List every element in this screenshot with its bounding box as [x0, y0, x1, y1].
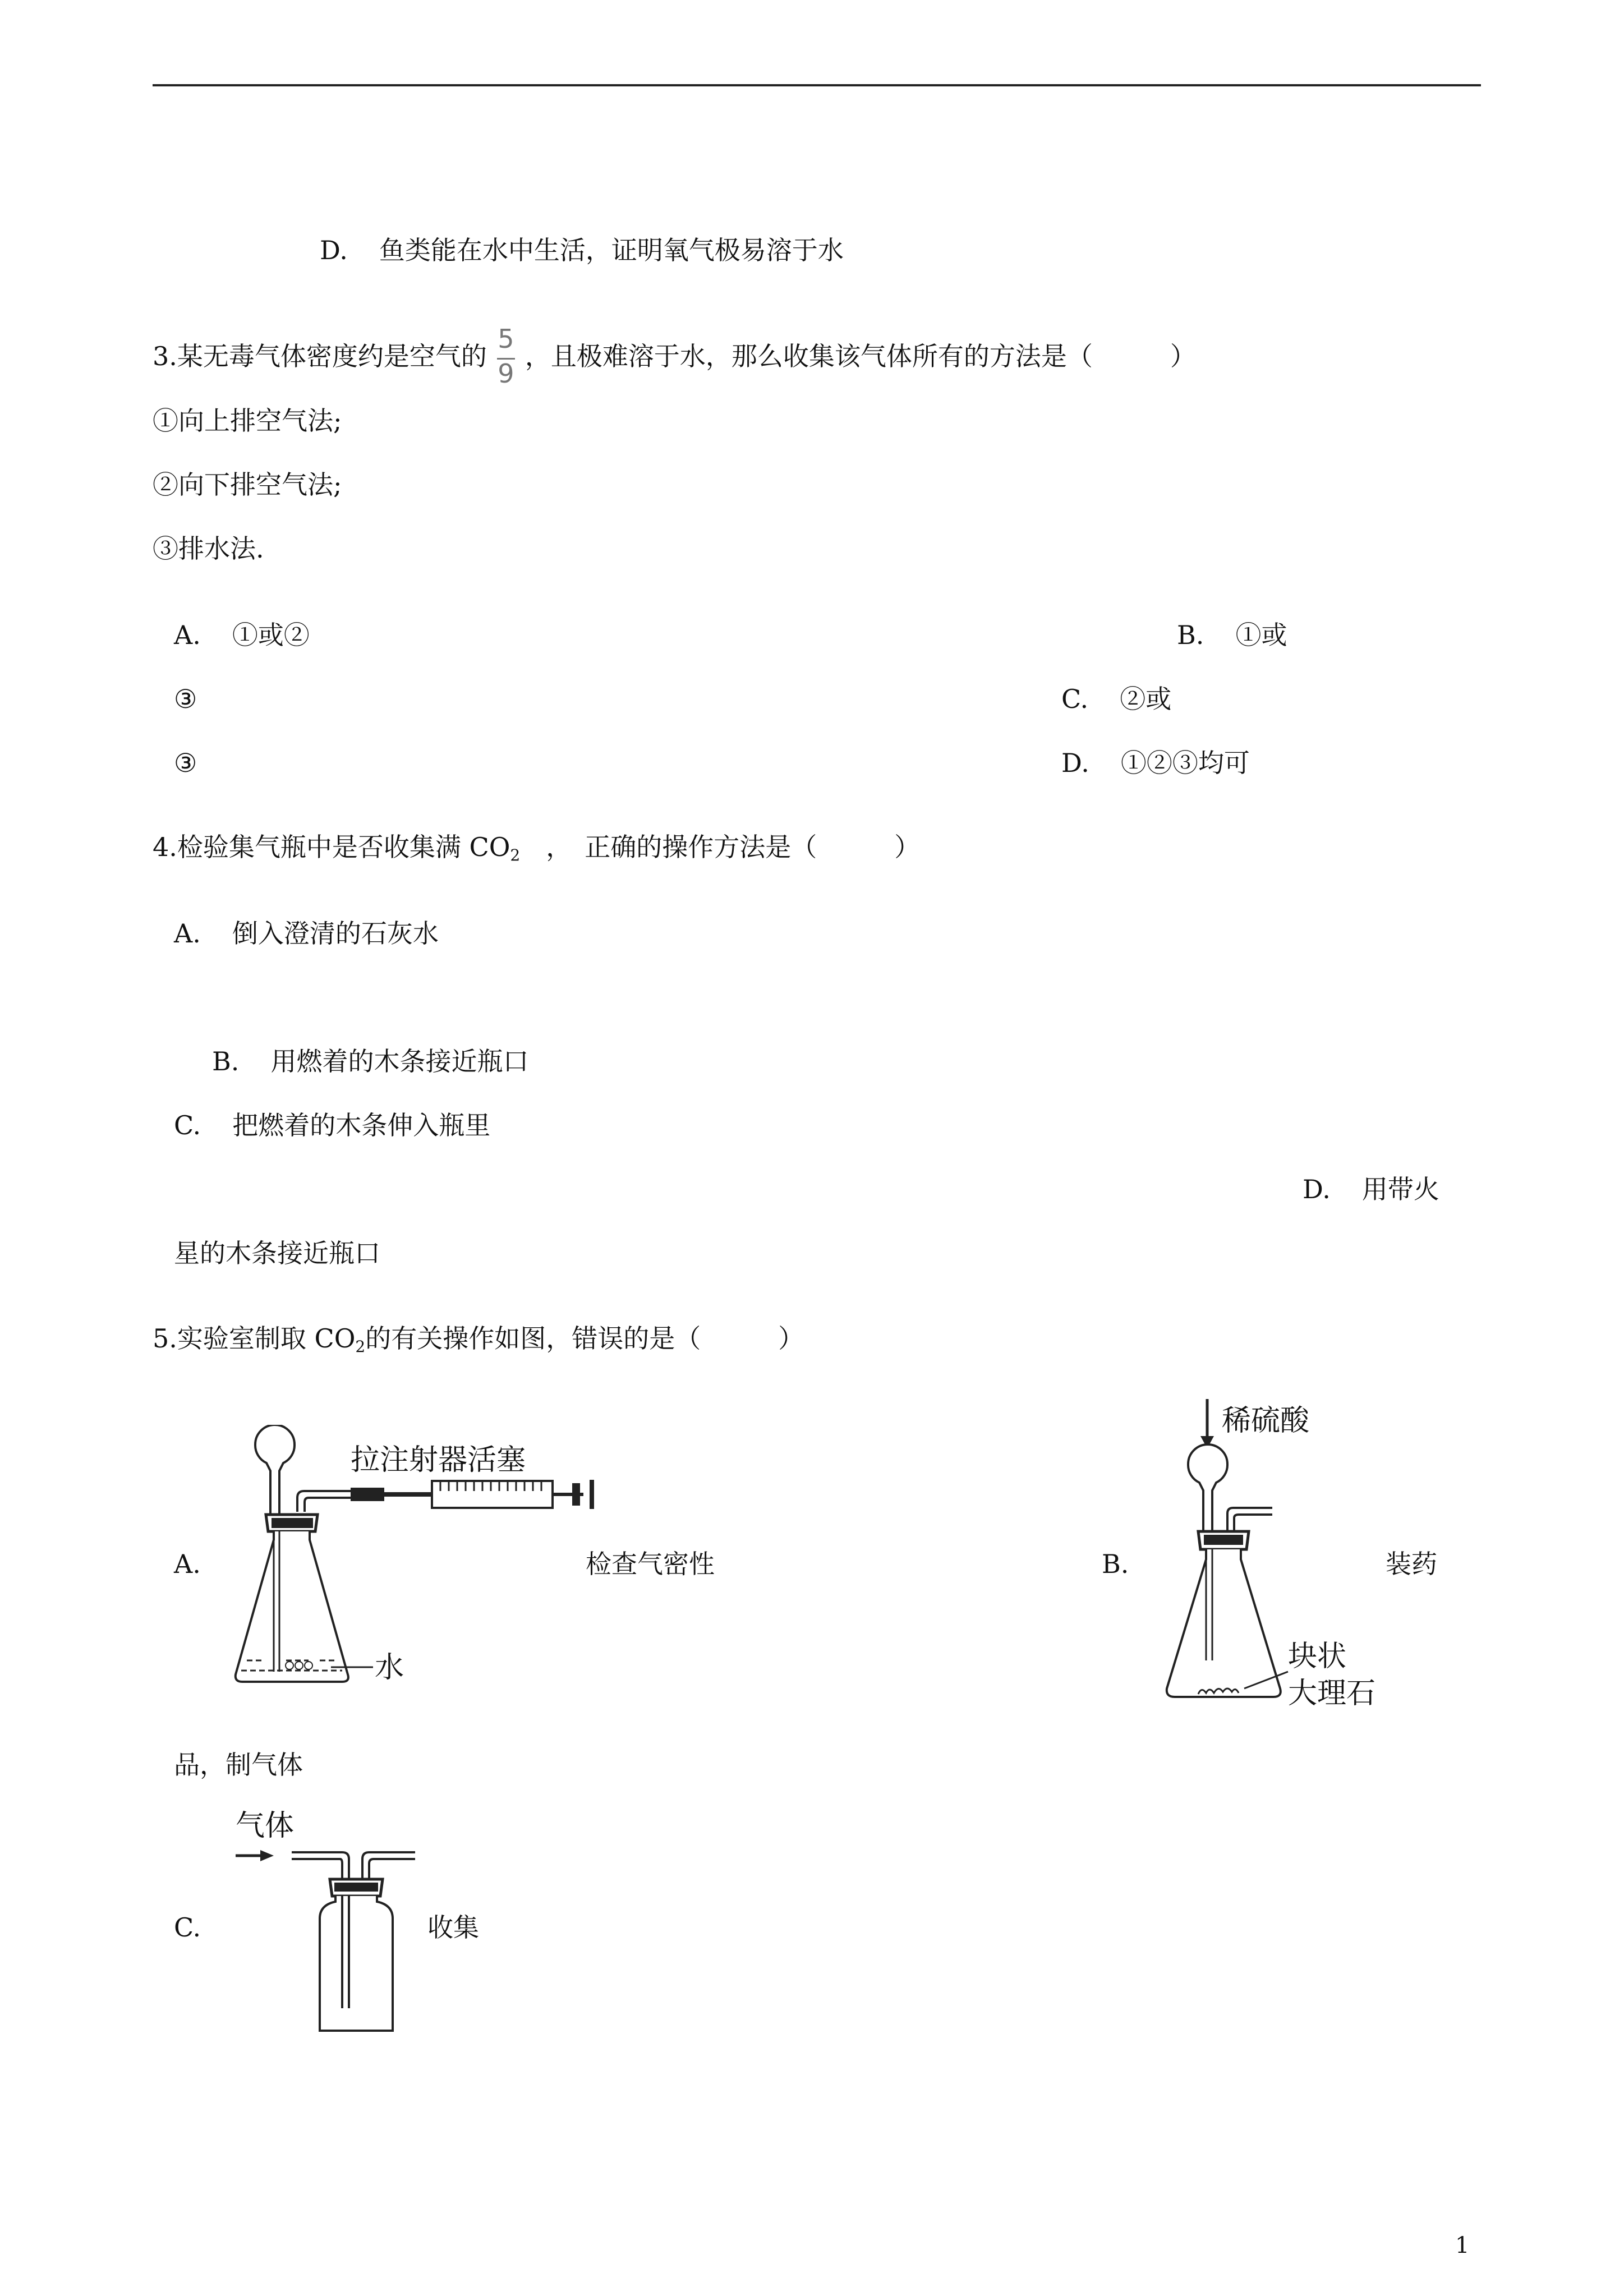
header-rule [153, 84, 1481, 86]
airtightness-check-figure [224, 1425, 617, 1705]
option-text: ①②③均可 [1120, 748, 1250, 778]
option-text: 把燃着的木条伸入瓶里 [232, 1110, 491, 1140]
q5-stem-text: 5.实验室制取 CO [153, 1323, 356, 1354]
q3-method-1: ①向上排空气法; [153, 406, 342, 436]
q5-stem [153, 1322, 804, 1364]
delivery-tube-inner [305, 1498, 353, 1512]
page-number: 1 [1455, 2233, 1470, 2258]
q5-option-a-letter: A. [174, 1549, 201, 1579]
water-label: 水 [375, 1651, 404, 1685]
solid-label-line1: 块状 [1288, 1640, 1347, 1673]
acid-label: 稀硫酸 [1222, 1404, 1310, 1438]
fraction-denominator: 9 [498, 358, 514, 389]
option-letter: D. [1061, 748, 1089, 778]
syringe-barrel [432, 1481, 553, 1508]
q3-stem-text-after: ，且极难溶于水，那么收集该气体所有的方法是（ ） [525, 341, 1196, 371]
stopper-band [1204, 1535, 1243, 1545]
conical-flask [1167, 1549, 1281, 1697]
q4-option-c [174, 1108, 490, 1142]
q3-method-2: ②向下排空气法; [153, 470, 342, 500]
q3-stem-text: 3.某无毒气体密度约是空气的 [153, 341, 487, 371]
q4-option-d-wrap: 星的木条接近瓶口 [174, 1238, 380, 1268]
q5-option-a-caption: 检查气密性 [586, 1549, 715, 1579]
q5-option-c-caption: 收集 [427, 1912, 479, 1943]
q4-stem-text-after: ， 正确的操作方法是（ ） [520, 832, 921, 862]
option-text: ②或 [1120, 684, 1172, 714]
syringe-label: 拉注射器活塞 [351, 1443, 526, 1477]
q3-method-3: ③排水法. [153, 533, 264, 564]
option-text: 用燃着的木条接近瓶口 [270, 1046, 529, 1076]
gas-label: 气体 [236, 1809, 295, 1843]
option-letter: B. [212, 1046, 240, 1076]
solid-label-line2: 大理石 [1288, 1677, 1376, 1710]
q4-option-a [174, 917, 439, 950]
delivery-tube-inner [1234, 1515, 1272, 1531]
option-text: 倒入澄清的石灰水 [232, 918, 439, 949]
gas-collecting-bottle [320, 1896, 393, 2031]
q3-option-c [1061, 682, 1171, 716]
q5-option-b-caption: 装药 [1386, 1549, 1437, 1579]
gas-collection-figure [224, 1806, 438, 2042]
q3-fraction [495, 324, 517, 389]
option-letter: D. [1303, 1174, 1331, 1204]
rubber-connector [351, 1488, 384, 1501]
stopper-band [272, 1518, 313, 1528]
q5-option-b-letter: B. [1102, 1549, 1129, 1579]
q3-option-d [1061, 746, 1250, 780]
option-letter: C. [174, 1110, 201, 1140]
q3-option-b-wrap: ③ [174, 684, 197, 714]
syringe-flange [572, 1483, 580, 1506]
q3-stem [153, 324, 1196, 389]
gas-arrow-head [260, 1850, 274, 1861]
option-letter: D. [320, 235, 348, 265]
q3-option-b [1177, 618, 1287, 652]
q4-stem-text: 4.检验集气瓶中是否收集满 CO [153, 832, 510, 862]
option-letter: C. [1061, 684, 1089, 714]
option-letter: A. [174, 620, 201, 650]
prev-question-option-d [320, 233, 844, 267]
charge-reagent-figure [1156, 1391, 1402, 1728]
option-letter: B. [1177, 620, 1204, 650]
q5-option-b-caption-wrap: 品，制气体 [174, 1750, 303, 1780]
q3-option-c-wrap: ③ [174, 748, 197, 778]
q5-stem-subscript: 2 [355, 1337, 366, 1356]
q4-option-b [212, 1045, 528, 1078]
q3-option-a [174, 618, 310, 652]
q5-stem-text-after: 的有关操作如图，错误的是（ ） [365, 1323, 804, 1354]
q4-stem-subscript: 2 [510, 846, 521, 864]
q4-option-d [1303, 1172, 1439, 1206]
option-text: ①或 [1235, 620, 1287, 650]
q5-option-c-letter: C. [174, 1912, 201, 1943]
option-text: 鱼类能在水中生活，证明氧气极易溶于水 [379, 235, 844, 265]
fraction-numerator: 5 [498, 324, 514, 354]
stopper-band [334, 1883, 378, 1892]
option-text: 用带火 [1361, 1174, 1439, 1204]
conical-flask [236, 1531, 348, 1682]
option-text: ①或② [232, 620, 310, 650]
q4-stem [153, 830, 920, 872]
option-letter: A. [174, 918, 201, 949]
